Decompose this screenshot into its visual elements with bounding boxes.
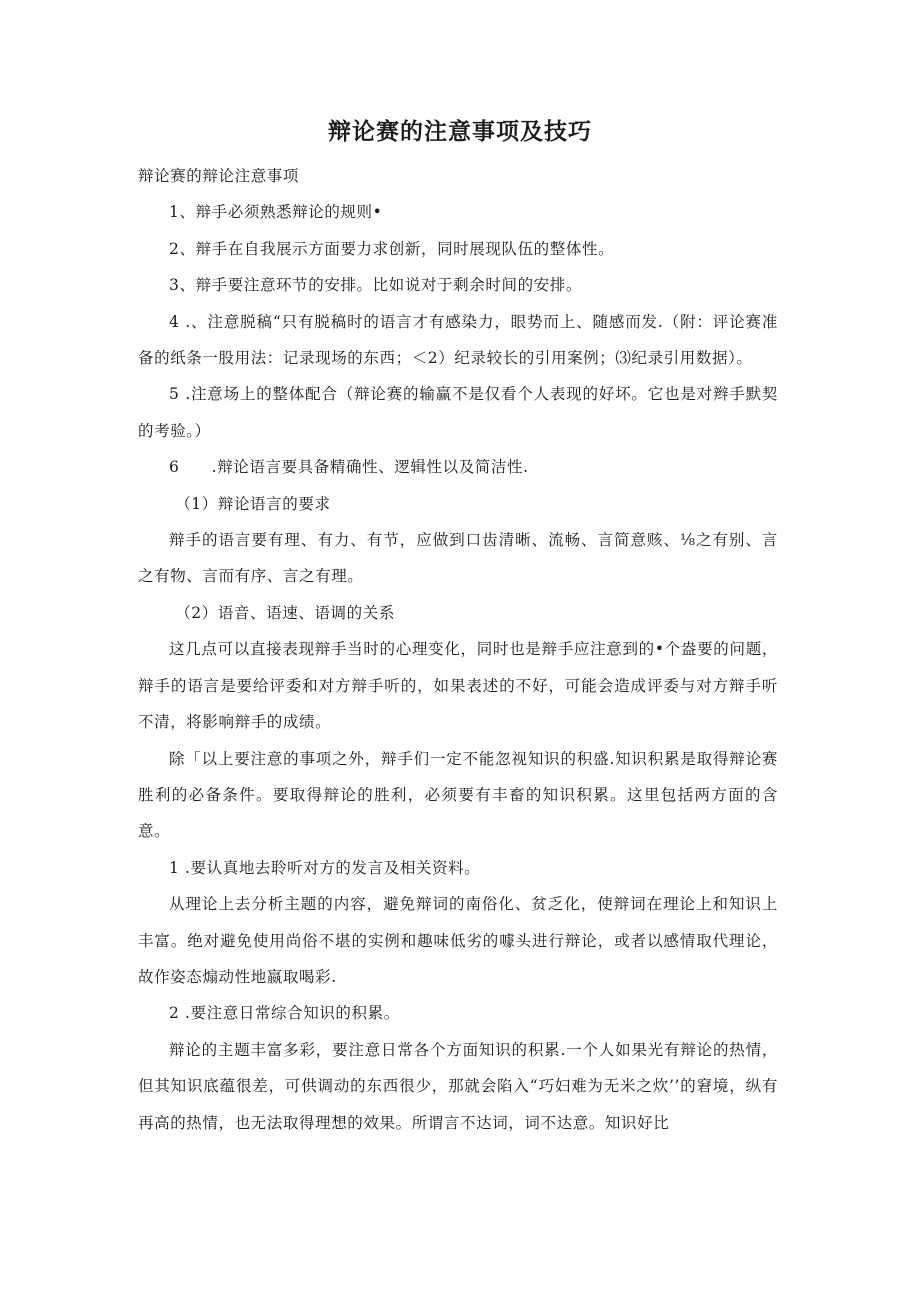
paragraph-item-5: 5 .注意场上的整体配合（辩论赛的输赢不是仅看个人表现的好坏。它也是对辫手默契的考验。）: [138, 385, 778, 440]
document-title: 辩论赛的注意事项及技巧: [328, 119, 592, 145]
paragraph-voice-speed-tone: 这几点可以直接表现辩手当时的心理变化，同时也是辩手应注意到的•个盎要的问题，辩手的语言是要给评委和对方辩手听的，如果表述的不好，可能会造成评委与对方辩手听不清，将影响辩手的成绩。: [138, 640, 778, 732]
subheading-language-requirements: （1）辩论语言的要求: [175, 494, 331, 513]
paragraph-item-2: 2、辩手在自我展示方面要力求创新，同时展现队伍的整体性。: [169, 239, 615, 258]
paragraph-item-3: 3、辩手要注意环节的安排。比如说对于剩余时间的安排。: [169, 276, 582, 295]
document-body: [138, 158, 778, 1141]
paragraph-item-4: 4 .、注意脱稿“只有脱稿时的语言才有感染力，眼势而上、随感而发.（附：评论赛准备的纸条一股用法：记录现场的东西；＜2）纪录较长的引用案例；⑶纪录引用数据）。: [138, 312, 778, 368]
paragraph-language-requirements: 辩手的语言要有理、有力、有节，应做到口齿清晰、流畅、言简意赅、⅛之有别、言之有物、言而有序、言之有理。: [138, 531, 778, 586]
paragraph-knowledge-accumulation: 除「以上要注意的事项之外，辩手们一定不能忽视知识的积盛.知识积累是取得辩论赛胜利的必备条件。要取得辩论的胜利，必须要有丰畜的知识积累。这里包括两方面的含意。: [138, 749, 778, 841]
paragraph-item-6: 6 .辩论语言要具备精确性、逻辑性以及简洁性.: [169, 458, 529, 477]
paragraph-knowledge-point-2: 2 .要注意日常综合知识的积累。: [169, 1004, 400, 1023]
paragraph-daily-knowledge: 辩论的主题丰富多彩，要注意日常各个方面知识的积累.一个人如果光有辩论的热情，但其知识底蕴很差，可供调动的东西很少，那就会陷入“巧妇难为无米之炊’’的窘境，纵有再高的热情，也无法取得理想的效果。所谓言不达词，词不达意。知识好比: [138, 1040, 778, 1132]
subheading-voice-speed-tone: （2）语音、语速、语调的关系: [175, 603, 395, 622]
paragraph-theory-analysis: 从理论上去分析主题的内容，避免辩词的南俗化、贫乏化，使辩词在理论上和知识上丰富。绝对避免使用尚俗不堪的实例和趣味低劣的噱头进行辩论，或者以感情取代理论，故作姿态煽动性地嬴取喝彩.: [138, 895, 778, 986]
paragraph-knowledge-point-1: 1 .要认真地去聆听对方的发言及相关资料。: [169, 858, 481, 877]
paragraph-item-1: 1、辩手必须熟悉辩论的规则•: [169, 203, 383, 222]
section-heading: 辩论赛的辩论注意事项: [138, 167, 300, 185]
